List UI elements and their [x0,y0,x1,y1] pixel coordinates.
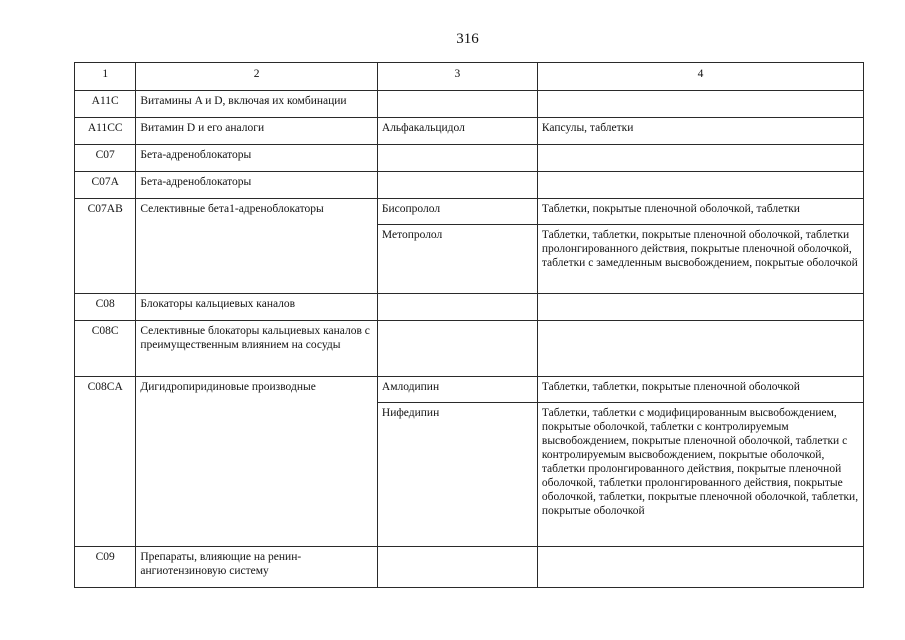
group-name: Селективные блокаторы кальциевых каналов с преимущественным влиянием на сосуды [136,321,378,377]
dosage-form: Таблетки, таблетки с модифицированным высвобождением, покрытые оболочкой, таблетки с контролируемым высвобождением, покрытые пленочной оболочкой, таблетки с контролируемым высвобождением, покрытые оболочкой, таблетки пролонгированного действия, покрытые пленочной оболочкой, таблетки пролонгированного действия, покрытые оболочкой, таблетки, покрытые пленочной оболочкой, таблетки, покрытые оболочкой [537,403,863,547]
dosage-form [537,294,863,321]
drug-name: Амлодипин [377,377,537,403]
table-row [75,91,864,118]
drug-name: Нифедипин [377,403,537,547]
dosage-form [537,547,863,588]
drug-name: Бисопролол [377,199,537,225]
drug-table [74,62,864,588]
table-row [75,547,864,588]
dosage-form: Капсулы, таблетки [537,118,863,145]
table-row [75,118,864,145]
column-header-1: 1 [75,63,136,91]
column-header-3: 3 [377,63,537,91]
column-header-4: 4 [537,63,863,91]
dosage-form: Таблетки, таблетки, покрытые пленочной оболочкой, таблетки пролонгированного действия, покрытые пленочной оболочкой, таблетки с замедленным высвобождением, покрытые оболочкой [537,225,863,294]
atc-code: A11CC [75,118,136,145]
group-name: Витамины A и D, включая их комбинации [136,91,378,118]
drug-name [377,294,537,321]
page-number: 316 [456,31,479,47]
dosage-form [537,91,863,118]
table-row [75,321,864,377]
dosage-form [537,172,863,199]
table-row [75,294,864,321]
atc-code: C09 [75,547,136,588]
group-name: Дигидропиридиновые производные [136,377,378,547]
atc-code: C08 [75,294,136,321]
group-name: Витамин D и его аналоги [136,118,378,145]
drug-name: Метопролол [377,225,537,294]
atc-code: A11C [75,91,136,118]
dosage-form [537,321,863,377]
table-row [75,172,864,199]
drug-name [377,91,537,118]
table-row [75,145,864,172]
table-row [75,199,864,225]
group-name: Блокаторы кальциевых каналов [136,294,378,321]
group-name: Селективные бета1-адреноблокаторы [136,199,378,294]
group-name: Препараты, влияющие на ренин-ангиотензиновую систему [136,547,378,588]
drug-name [377,145,537,172]
table-header-row [75,63,864,91]
drug-name: Альфакальцидол [377,118,537,145]
atc-code: C08CA [75,377,136,547]
atc-code: C07A [75,172,136,199]
dosage-form: Таблетки, таблетки, покрытые пленочной оболочкой [537,377,863,403]
dosage-form: Таблетки, покрытые пленочной оболочкой, таблетки [537,199,863,225]
dosage-form [537,145,863,172]
drug-name [377,172,537,199]
column-header-2: 2 [136,63,378,91]
atc-code: C08C [75,321,136,377]
group-name: Бета-адреноблокаторы [136,145,378,172]
drug-name [377,321,537,377]
group-name: Бета-адреноблокаторы [136,172,378,199]
table-row [75,377,864,403]
atc-code: C07 [75,145,136,172]
atc-code: C07AB [75,199,136,294]
drug-name [377,547,537,588]
